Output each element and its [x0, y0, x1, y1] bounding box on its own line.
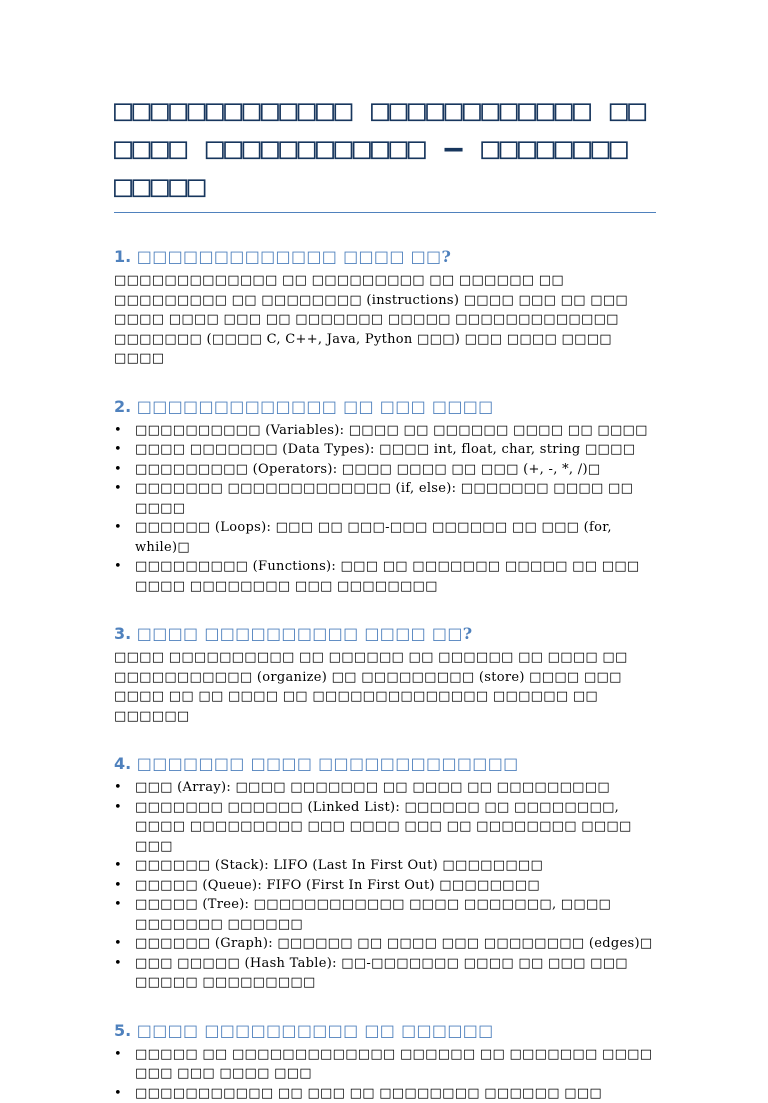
section-title: □□□□□□□ □□□□ □□□□□□□□□□□□□ — [137, 754, 519, 773]
bullet-list — [114, 1045, 656, 1103]
list-item: • □□□□□□□□□ (Functions): □□□ □□ □□□□□□□ □□□□□ □□ □□□ □□□□ □□□□□□□□ □□□ □□□□□□□□ — [114, 557, 656, 596]
section-1 — [114, 247, 656, 369]
section-number: 4. — [114, 754, 131, 773]
section-2 — [114, 397, 656, 597]
section-number: 2. — [114, 397, 131, 416]
section-paragraph: □□□□ □□□□□□□□□□ □□ □□□□□□ □□ □□□□□□ □□ □□□□ □□ □□□□□□□□□□□ (organize) □□ □□□□□□□□□ (store) □□□□ □□□ □□□□ □□ □□ □□□□ □□ □□□□□□□□□□□□□□ □□□□□□ □□ □□□□□□ — [114, 648, 656, 726]
list-item: • □□□□□□ (Loops): □□□ □□ □□□-□□□ □□□□□□ □□ □□□ (for, while)□ — [114, 518, 656, 557]
section-number: 3. — [114, 624, 131, 643]
section-number: 5. — [114, 1021, 131, 1040]
list-item: • □□□□□□□□□ (Operators): □□□□ □□□□ □□ □□□ (+, -, *, /)□ — [114, 460, 656, 480]
list-item: • □□□ □□□□□ (Hash Table): □□-□□□□□□□ □□□□ □□ □□□ □□□ □□□□□ □□□□□□□□□ — [114, 954, 656, 993]
list-item: • □□□□□□□□□□□ □□ □□□ □□ □□□□□□□□ □□□□□□ □□□ — [114, 1084, 656, 1103]
document-title: □□□□□□□□□□□□□ □□□□□□□□□□□□ □□ □□□□ □□□□□□□□□□□□ – □□□□□□□□ □□□□□ — [114, 92, 656, 213]
section-heading — [114, 397, 656, 417]
list-item: • □□□ (Array): □□□□ □□□□□□□ □□ □□□□ □□ □□□□□□□□□ — [114, 778, 656, 798]
section-title: □□□□ □□□□□□□□□□ □□ □□□□□□ — [137, 1021, 494, 1040]
document-page — [114, 92, 656, 1103]
bullet-list — [114, 778, 656, 993]
section-heading — [114, 754, 656, 774]
section-3 — [114, 624, 656, 726]
list-item: • □□□□ □□□□□□□ (Data Types): □□□□ int, float, char, string □□□□ — [114, 440, 656, 460]
section-title: □□□□ □□□□□□□□□□ □□□□ □□? — [137, 624, 473, 643]
list-item: • □□□□□ □□ □□□□□□□□□□□□□ □□□□□□ □□ □□□□□□□ □□□□ □□□ □□□ □□□□ □□□ — [114, 1045, 656, 1084]
section-heading — [114, 247, 656, 267]
section-paragraph: □□□□□□□□□□□□□ □□ □□□□□□□□□ □□ □□□□□□ □□ □□□□□□□□□ □□ □□□□□□□□ (instructions) □□□□ □□□ □□ □□□ □□□□ □□□□ □□□ □□ □□□□□□□ □□□□□ □□□□□□□□□□□□□ □□□□□□□ (□□□□ C, C++, Java, Python □□□) □□□ □□□□ □□□□ □□□□ — [114, 271, 656, 369]
section-number: 1. — [114, 247, 131, 266]
section-4 — [114, 754, 656, 993]
list-item: • □□□□□□□ □□□□□□ (Linked List): □□□□□□ □□ □□□□□□□□, □□□□ □□□□□□□□□ □□□ □□□□ □□□ □□ □□□□□□□□ □□□□ □□□ — [114, 798, 656, 857]
section-title: □□□□□□□□□□□□□ □□□□ □□? — [137, 247, 451, 266]
list-item: • □□□□□□ (Graph): □□□□□□ □□ □□□□ □□□ □□□□□□□□ (edges)□ — [114, 934, 656, 954]
section-heading — [114, 624, 656, 644]
list-item: • □□□□□□ (Stack): LIFO (Last In First Out) □□□□□□□□ — [114, 856, 656, 876]
bullet-list — [114, 421, 656, 597]
section-title: □□□□□□□□□□□□□ □□ □□□ □□□□ — [137, 397, 494, 416]
section-5 — [114, 1021, 656, 1103]
list-item: • □□□□□ (Tree): □□□□□□□□□□□□ □□□□ □□□□□□□, □□□□ □□□□□□□ □□□□□□ — [114, 895, 656, 934]
list-item: • □□□□□ (Queue): FIFO (First In First Out) □□□□□□□□ — [114, 876, 656, 896]
list-item: • □□□□□□□□□□ (Variables): □□□□ □□ □□□□□□ □□□□ □□ □□□□ — [114, 421, 656, 441]
list-item: • □□□□□□□ □□□□□□□□□□□□□ (if, else): □□□□□□□ □□□□ □□ □□□□ — [114, 479, 656, 518]
